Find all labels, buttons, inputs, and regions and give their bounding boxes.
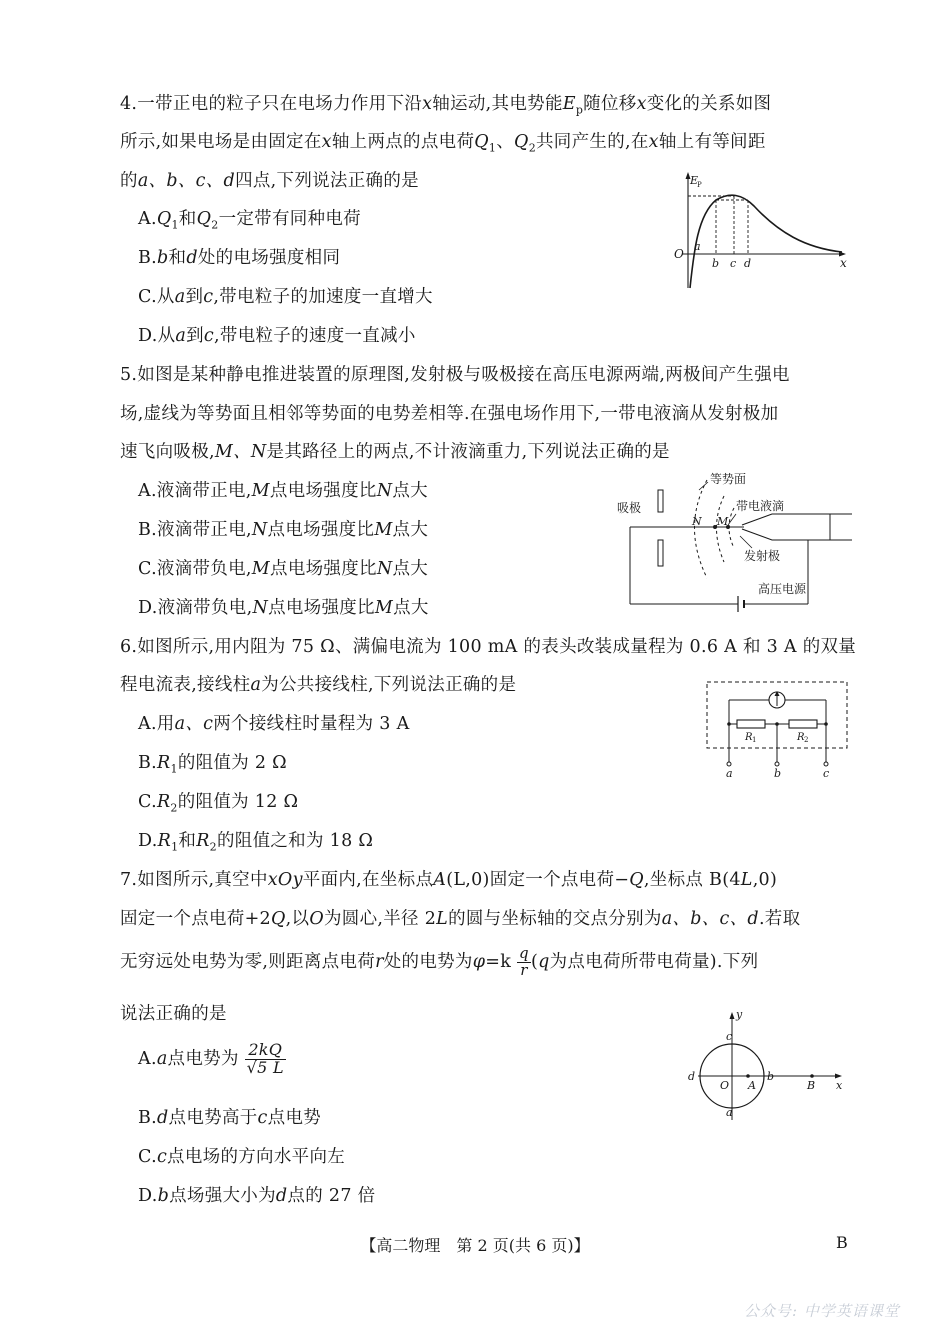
q7-option-a: A.a点电势为 $\frac{2kQ}{√5 L}$ (138, 1040, 284, 1077)
q7-potential-formula: $\frac{q}{r}$ (519, 944, 529, 979)
q6-stem-line-1: 6.如图所示,用内阻为 75 Ω、满偏电流为 100 mA 的表头改装成量程为 0.6 A 和 3 A 的双量 (120, 637, 857, 657)
q6-fig-b: b (774, 767, 782, 780)
q7-option-a-fraction: $\frac{2kQ}{√5 L}$ (246, 1040, 284, 1077)
version-label: B (836, 1233, 848, 1252)
q4-fig-ysub: P (697, 181, 702, 189)
q5-stem-line-2: 场,虚线为等势面且相邻等势面的电势差相等.在强电场作用下,一带电液滴从发射极加 (120, 404, 779, 424)
q4-option-d: D.从a到c,带电粒子的速度一直减小 (138, 326, 416, 346)
q7-fig-y: y (736, 1008, 743, 1021)
q7-option-c: C.c点电场的方向水平向左 (138, 1147, 346, 1167)
q6-option-b: $B.R_1$的阻值为 2 Ω (138, 753, 287, 776)
q7-stem-line-3: 无穷远处电势为零,则距离点电荷r处的电势为φ=k $\frac{q}{r}$ (q为点电荷所带电荷量).下列 (120, 944, 759, 979)
q7-fig-o: O (720, 1079, 730, 1092)
q6-fig-r1-sub: 1 (752, 736, 757, 744)
q5-fig-droplet-label: 带电液滴 (736, 499, 785, 513)
q5-fig-equipotential-label: 等势面 (710, 472, 747, 486)
q6-option-c: $C.R_2$的阻值为 12 Ω (138, 792, 299, 815)
q4-ep-x-graph (670, 170, 850, 295)
page-footer: 【高二物理 第 2 页(共 6 页)】 (360, 1236, 590, 1255)
q6-option-a: A.用a、c两个接线柱时量程为 3 A (138, 714, 410, 734)
q4-fig-origin: O (674, 247, 684, 261)
q6-option-d: $D.R_1$和$R_2$的阻值之和为 18 Ω (138, 831, 374, 854)
q7-fig-a-pt: A (748, 1079, 756, 1092)
q5-fig-n-label: N (692, 515, 702, 528)
q5-option-a: A.液滴带正电,M点电场强度比N点大 (138, 481, 428, 501)
q6-fig-r2: R (797, 732, 805, 743)
q7-fig-x: x (836, 1079, 843, 1092)
q7-option-d: D.b点场强大小为d点的 27 倍 (138, 1186, 376, 1206)
q5-option-c: C.液滴带负电,M点电场强度比N点大 (138, 559, 429, 579)
q7-fig-c: c (726, 1030, 733, 1043)
watermark: 公众号: 中学英语课堂 (744, 1302, 900, 1320)
q6-fig-r1: R (745, 732, 753, 743)
q7-stem-line-1: 7.如图所示,真空中xOy平面内,在坐标点A(L,0)固定一个点电荷−Q,坐标点 B(4L,0) (120, 870, 778, 890)
q7-stem-line-4: 说法正确的是 (120, 1004, 227, 1024)
q4-option-c: C.从a到c,带电粒子的加速度一直增大 (138, 287, 433, 307)
q5-thruster-diagram (612, 470, 852, 610)
q6-fig-a: a (726, 767, 733, 780)
q5-stem-line-3: 速飞向吸极,M、N是其路径上的两点,不计液滴重力,下列说法正确的是 (120, 442, 670, 462)
q7-fig-b-pt: B (807, 1079, 816, 1092)
q4-option-b: B.b和d处的电场强度相同 (138, 248, 341, 268)
q5-fig-source-label: 高压电源 (758, 582, 807, 596)
q7-coordinate-diagram (684, 1004, 849, 1124)
q6-fig-r2-sub: 2 (804, 736, 809, 744)
q7-fig-d: d (688, 1070, 696, 1083)
q5-fig-emitter-label: 发射极 (744, 549, 781, 563)
q7-fig-a: a (726, 1106, 733, 1119)
q4-option-a: $A.Q_1$和$Q_2$一定带有同种电荷 (138, 209, 361, 232)
q4-fig-xlabel: x (840, 256, 847, 270)
q5-fig-collector-label: 吸极 (617, 501, 642, 515)
q4-fig-c: c (730, 257, 737, 270)
q4-stem-line-3: 的a、b、c、d四点,下列说法正确的是 (120, 171, 419, 191)
q4-fig-d: d (744, 257, 752, 270)
q6-ammeter-circuit (705, 680, 850, 780)
q7-fig-b: b (767, 1070, 775, 1083)
q4-fig-a: a (694, 240, 701, 253)
q6-fig-c: c (823, 767, 830, 780)
q5-option-d: D.液滴带负电,N点电场强度比M点大 (138, 598, 429, 618)
q5-stem-line-1: 5.如图是某种静电推进装置的原理图,发射极与吸极接在高压电源两端,两极间产生强电 (120, 365, 790, 385)
q5-option-b: B.液滴带正电,N点电场强度比M点大 (138, 520, 429, 540)
q4-stem-line-1: 4.一带正电的粒子只在电场力作用下沿x轴运动,其电势能$E_p$随位移x变化的关系如图 (120, 94, 772, 117)
q4-fig-b: b (712, 257, 720, 270)
q4-stem-line-2: 所示,如果电场是由固定在x轴上两点的点电荷$Q_1$、$Q_2$共同产生的,在x轴上有等间距 (120, 132, 766, 155)
q6-stem-line-2: 程电流表,接线柱a为公共接线柱,下列说法正确的是 (120, 675, 517, 695)
q4-fig-ylabel: E (690, 174, 699, 187)
q7-stem-line-2: 固定一个点电荷+2Q,以O为圆心,半径 2L的圆与坐标轴的交点分别为a、b、c、d.若取 (120, 909, 801, 929)
q5-fig-m-label: M (717, 515, 729, 528)
q7-option-b: B.d点电势高于c点电势 (138, 1108, 322, 1128)
